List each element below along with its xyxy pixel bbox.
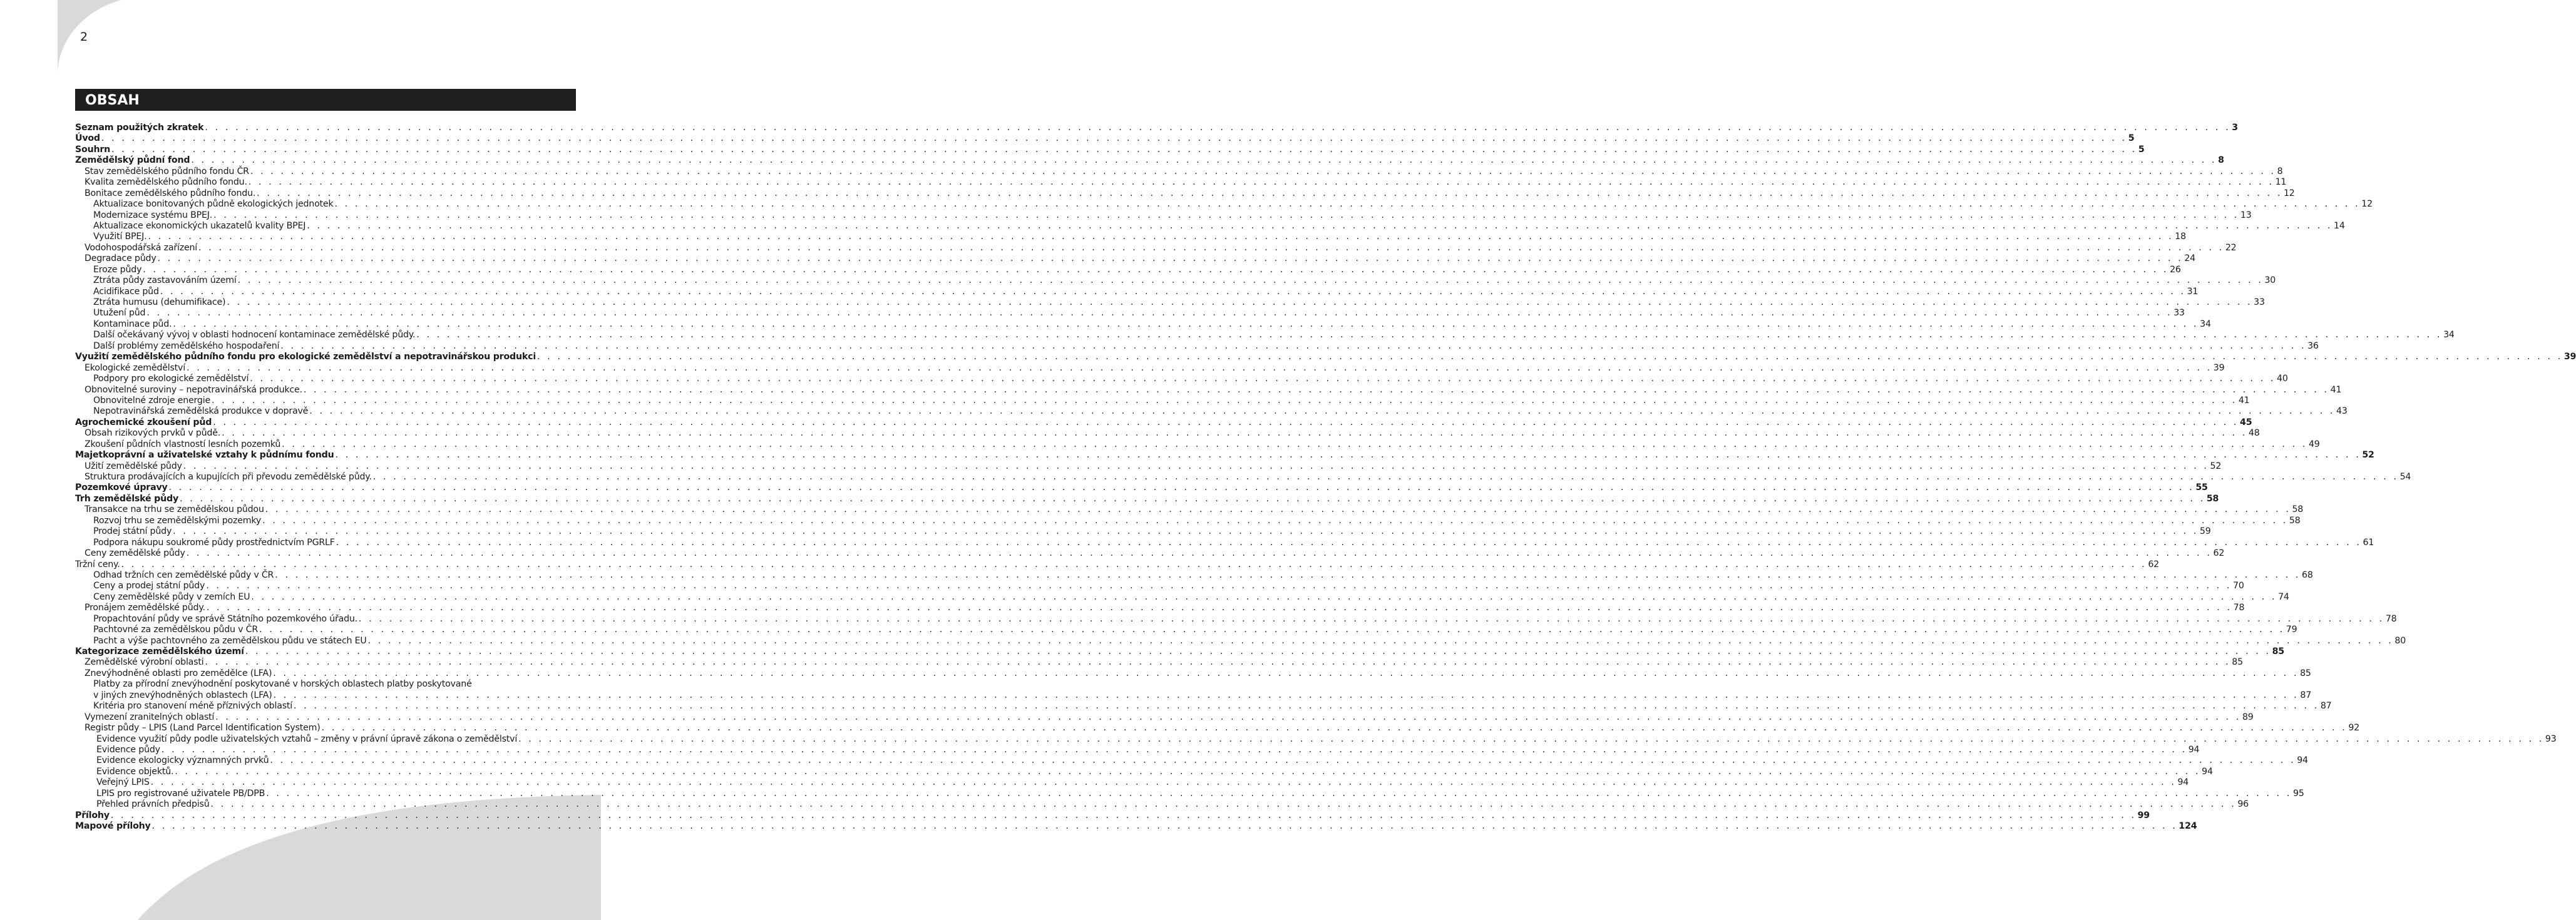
toc-entry-page-number: 34: [2200, 319, 2211, 329]
dot-leader: . . . . . . . . . . . . . . . . . . . . . . . . . . . . . . . . . . . . . . . . . . . . . . . . . . . . . . . . . . . . . . . . . . . . . . . . . . . . . . . . . . . . . . . . . . . . . . . . . . . . . . . . . . . . . . . . . . . . . . . . . . . . . . . . . . . . . . . . . . . . . . . . . . . . . . . . . . . . . . . . . . . . . . . . . . . . . . . . . . . . . . . . . . . . . . . . . . . . . . . .: [191, 155, 2217, 166]
toc-entry[interactable]: [75, 570, 2313, 581]
dot-leader: . . . . . . . . . . . . . . . . . . . . . . . . . . . . . . . . . . . . . . . . . . . . . . . . . . . . . . . . . . . . . . . . . . . . . . . . . . . . . . . . . . . . . . . . . . . . . . . . . . . . . . . . . . . . . . . . . . . . . . . . . . . . . . . . . . . . . . . . . . . . . . . . . . . . . . . . . . . . . . . . . . . . . . . . . . . . . . . . . . . . . . . . . . . . . . . . . . . . . . . .: [111, 144, 2137, 155]
toc-entry-page-number: 43: [2336, 406, 2348, 417]
toc-entry[interactable]: [75, 744, 2200, 755]
toc-entry-page-number: 36: [2307, 340, 2319, 351]
dot-leader: . . . . . . . . . . . . . . . . . . . . . . . . . . . . . . . . . . . . . . . . . . . . . . . . . . . . . . . . . . . . . . . . . . . . . . . . . . . . . . . . . . . . . . . . . . . . . . . . . . . . . . . . . . . . . . . . . . . . . . . . . . . . . . . . . . . . . . . . . . . . . . . . . . . . . . . . . . . . . . . . . . . . . . . . . . . . . . . . . . . . . . . . . . . . . . . . . . . . . . . .: [205, 123, 2231, 133]
toc-entry-page-number: 54: [2399, 472, 2411, 482]
toc-entry-page-number: 85: [2272, 647, 2284, 657]
toc-entry[interactable]: [75, 799, 2249, 810]
dot-leader: . . . . . . . . . . . . . . . . . . . . . . . . . . . . . . . . . . . . . . . . . . . . . . . . . . . . . . . . . . . . . . . . . . . . . . . . . . . . . . . . . . . . . . . . . . . . . . . . . . . . . . . . . . . . . . . . . . . . . . . . . . . . . . . . . . . . . . . . . . . . . . . . . . . . . . . . . . . . . . . . . . . . . . . . . . . . . . . . . . . . . . . . . . . . . . . . . . . . . . . .: [309, 406, 2336, 417]
toc-entry-page-number: 31: [2187, 286, 2199, 297]
toc-entry[interactable]: [75, 461, 2222, 472]
toc-entry-label: Evidence objektů.: [96, 766, 174, 777]
toc-entry-label: Kvalita zemědělského půdního fondu.: [85, 177, 247, 188]
dot-leader: . . . . . . . . . . . . . . . . . . . . . . . . . . . . . . . . . . . . . . . . . . . . . . . . . . . . . . . . . . . . . . . . . . . . . . . . . . . . . . . . . . . . . . . . . . . . . . . . . . . . . . . . . . . . . . . . . . . . . . . . . . . . . . . . . . . . . . . . . . . . . . . . . . . . . . . . . . . . . . . . . . . . . . . . . . . . . . . . . . . . . . . . . . . . . . . . . . . . . . . .: [251, 591, 2277, 602]
toc-entry[interactable]: [75, 712, 2254, 723]
dot-leader: . . . . . . . . . . . . . . . . . . . . . . . . . . . . . . . . . . . . . . . . . . . . . . . . . . . . . . . . . . . . . . . . . . . . . . . . . . . . . . . . . . . . . . . . . . . . . . . . . . . . . . . . . . . . . . . . . . . . . . . . . . . . . . . . . . . . . . . . . . . . . . . . . . . . . . . . . . . . . . . . . . . . . . . . . . . . . . . . . . . . . . . . . . . . . . . . . . . . . . . .: [294, 701, 2319, 712]
toc-entry-label: Podpora nákupu soukromé půdy prostřednictvím PGRLF: [93, 537, 335, 548]
toc-entry[interactable]: [75, 766, 2213, 777]
dot-leader: . . . . . . . . . . . . . . . . . . . . . . . . . . . . . . . . . . . . . . . . . . . . . . . . . . . . . . . . . . . . . . . . . . . . . . . . . . . . . . . . . . . . . . . . . . . . . . . . . . . . . . . . . . . . . . . . . . . . . . . . . . . . . . . . . . . . . . . . . . . . . . . . . . . . . . . . . . . . . . . . . . . . . . . . . . . . . . . . . . . . . . . . . . . . . . . . . . . . . . . .: [266, 788, 2292, 799]
toc-entry[interactable]: [75, 133, 2135, 144]
toc-entry-page-number: 8: [2218, 155, 2224, 166]
toc-entry-label: Agrochemické zkoušení půd: [75, 417, 212, 427]
toc-entry-page-number: 5: [2138, 144, 2145, 155]
toc-entry-page-number: 26: [2170, 264, 2181, 275]
dot-leader: . . . . . . . . . . . . . . . . . . . . . . . . . . . . . . . . . . . . . . . . . . . . . . . . . . . . . . . . . . . . . . . . . . . . . . . . . . . . . . . . . . . . . . . . . . . . . . . . . . . . . . . . . . . . . . . . . . . . . . . . . . . . . . . . . . . . . . . . . . . . . . . . . . . . . . . . . . . . . . . . . . . . . . . . . . . . . . . . . . . . . . . . . . . . . . . . . . . . . . . .: [186, 548, 2212, 559]
toc-entry[interactable]: [75, 613, 2397, 625]
toc-entry-page-number: 85: [2300, 668, 2311, 678]
dot-leader: . . . . . . . . . . . . . . . . . . . . . . . . . . . . . . . . . . . . . . . . . . . . . . . . . . . . . . . . . . . . . . . . . . . . . . . . . . . . . . . . . . . . . . . . . . . . . . . . . . . . . . . . . . . . . . . . . . . . . . . . . . . . . . . . . . . . . . . . . . . . . . . . . . . . . . . . . . . . . . . . . . . . . . . . . . . . . . . . . . . . . . . . . . . . . . . . . . . . . . . .: [227, 297, 2253, 307]
toc-entry-page-number: 41: [2330, 384, 2342, 395]
toc-entry[interactable]: [75, 755, 2308, 766]
toc-entry-page-number: 58: [2292, 504, 2304, 515]
toc-entry-page-number: 14: [2334, 220, 2345, 231]
toc-entry[interactable]: [75, 647, 2284, 657]
toc-entry-label: Vodohospodářská zařízení: [85, 242, 198, 253]
toc-entry[interactable]: [75, 788, 2304, 799]
toc-entry[interactable]: [75, 374, 2288, 384]
dot-leader: . . . . . . . . . . . . . . . . . . . . . . . . . . . . . . . . . . . . . . . . . . . . . . . . . . . . . . . . . . . . . . . . . . . . . . . . . . . . . . . . . . . . . . . . . . . . . . . . . . . . . . . . . . . . . . . . . . . . . . . . . . . . . . . . . . . . . . . . . . . . . . . . . . . . . . . . . . . . . . . . . . . . . . . . . . . . . . . . . . . . . . . . . . . . . . . . . . . . . . . .: [215, 712, 2241, 722]
dot-leader: . . . . . . . . . . . . . . . . . . . . . . . . . . . . . . . . . . . . . . . . . . . . . . . . . . . . . . . . . . . . . . . . . . . . . . . . . . . . . . . . . . . . . . . . . . . . . . . . . . . . . . . . . . . . . . . . . . . . . . . . . . . . . . . . . . . . . . . . . . . . . . . . . . . . . . . . . . . . . . . . . . . . . . . . . . . . . . . . . . . . . . . . . . . . . . . . . . . . . . . .: [275, 570, 2301, 580]
toc-entry-label: Ceny zemědělské půdy v zemích EU: [93, 591, 250, 602]
toc-entry-label: Další očekávaný vývoj v oblasti hodnocení kontaminace zemědělské půdy.: [93, 330, 416, 340]
toc-entry[interactable]: [75, 308, 2185, 319]
toc-entry[interactable]: [75, 340, 2319, 352]
toc-entry-page-number: 11: [2275, 177, 2287, 188]
toc-entry[interactable]: [75, 417, 2252, 428]
dot-leader: . . . . . . . . . . . . . . . . . . . . . . . . . . . . . . . . . . . . . . . . . . . . . . . . . . . . . . . . . . . . . . . . . . . . . . . . . . . . . . . . . . . . . . . . . . . . . . . . . . . . . . . . . . . . . . . . . . . . . . . . . . . . . . . . . . . . . . . . . . . . . . . . . . . . . . . . . . . . . . . . . . . . . . . . . . . . . . . . . . . . . . . . . . . . . . . . . . . . . . . .: [273, 690, 2299, 700]
toc-entry-label: Kontaminace půd.: [93, 319, 172, 329]
toc-entry[interactable]: [75, 581, 2244, 591]
toc-entry-label: Ceny zemědělské půdy: [85, 548, 185, 559]
toc-entry-page-number: 94: [2177, 777, 2189, 788]
page-corner-leaf: [58, 0, 121, 75]
toc-entry-page-number: 87: [2320, 701, 2332, 712]
toc-entry-page-number: 30: [2264, 275, 2276, 286]
toc-entry-page-number: 93: [2545, 733, 2557, 744]
toc-entry-label: Ceny a prodej státní půdy: [93, 581, 205, 591]
toc-entry-page-number: 80: [2394, 635, 2406, 646]
toc-entry-page-number: 45: [2240, 417, 2252, 427]
toc-entry-label: LPIS pro registrované uživatele PB/DPB: [96, 788, 265, 799]
toc-entry[interactable]: [75, 723, 2360, 733]
toc-entry[interactable]: [75, 668, 2311, 679]
toc-entry-page-number: 52: [2362, 450, 2374, 461]
toc-entry-page-number: 39: [2563, 352, 2576, 362]
toc-entry-label: Další problémy zemědělského hospodaření: [93, 340, 280, 351]
toc-entry[interactable]: [75, 319, 2211, 330]
toc-entry-label: Zemědělský půdní fond: [75, 155, 190, 166]
dot-leader: . . . . . . . . . . . . . . . . . . . . . . . . . . . . . . . . . . . . . . . . . . . . . . . . . . . . . . . . . . . . . . . . . . . . . . . . . . . . . . . . . . . . . . . . . . . . . . . . . . . . . . . . . . . . . . . . . . . . . . . . . . . . . . . . . . . . . . . . . . . . . . . . . . . . . . . . . . . . . . . . . . . . . . . . . . . . . . . . . . . . . . . . . . . . . . . . . . . . . . . .: [245, 647, 2271, 657]
toc-entry[interactable]: [75, 504, 2304, 515]
toc-entry-page-number: 59: [2199, 526, 2211, 537]
dot-leader: . . . . . . . . . . . . . . . . . . . . . . . . . . . . . . . . . . . . . . . . . . . . . . . . . . . . . . . . . . . . . . . . . . . . . . . . . . . . . . . . . . . . . . . . . . . . . . . . . . . . . . . . . . . . . . . . . . . . . . . . . . . . . . . . . . . . . . . . . . . . . . . . . . . . . . . . . . . . . . . . . . . . . . . . . . . . . . . . . . . . . . . . . . . . . . . . . . . . . . . .: [205, 657, 2231, 668]
dot-leader: . . . . . . . . . . . . . . . . . . . . . . . . . . . . . . . . . . . . . . . . . . . . . . . . . . . . . . . . . . . . . . . . . . . . . . . . . . . . . . . . . . . . . . . . . . . . . . . . . . . . . . . . . . . . . . . . . . . . . . . . . . . . . . . . . . . . . . . . . . . . . . . . . . . . . . . . . . . . . . . . . . . . . . . . . . . . . . . . . . . . . . . . . . . . . . . . . . . . . . . .: [175, 766, 2201, 777]
toc-entry[interactable]: [75, 144, 2145, 155]
toc-entry-page-number: 61: [2363, 537, 2374, 548]
toc-entry[interactable]: [75, 123, 2238, 133]
toc-entry-label: Pozemkové úpravy: [75, 483, 168, 493]
page-number: 2: [80, 30, 88, 44]
toc-entry-label: Degradace půdy: [85, 253, 157, 264]
toc-entry-page-number: 33: [2254, 297, 2265, 307]
dot-leader: . . . . . . . . . . . . . . . . . . . . . . . . . . . . . . . . . . . . . . . . . . . . . . . . . . . . . . . . . . . . . . . . . . . . . . . . . . . . . . . . . . . . . . . . . . . . . . . . . . . . . . . . . . . . . . . . . . . . . . . . . . . . . . . . . . . . . . . . . . . . . . . . . . . . . . . . . . . . . . . . . . . . . . . . . . . . . . . . . . . . . . . . . . . . . . . . . . . . . . . .: [148, 232, 2174, 242]
toc-entry-page-number: 5: [2128, 133, 2135, 144]
toc-entry[interactable]: [75, 242, 2237, 253]
toc-entry[interactable]: [75, 733, 2557, 745]
toc-entry[interactable]: [75, 275, 2276, 286]
toc-entry-page-number: 124: [2178, 821, 2197, 832]
toc-entry-label: Souhrn: [75, 144, 111, 155]
toc-entry-page-number: 94: [2202, 766, 2213, 777]
toc-entry-label: Evidence využití půdy podle uživatelských vztahů – změny v právní úpravě zákona o zemědělství: [96, 733, 518, 744]
toc-entry[interactable]: [75, 264, 2181, 275]
dot-leader: . . . . . . . . . . . . . . . . . . . . . . . . . . . . . . . . . . . . . . . . . . . . . . . . . . . . . . . . . . . . . . . . . . . . . . . . . . . . . . . . . . . . . . . . . . . . . . . . . . . . . . . . . . . . . . . . . . . . . . . . . . . . . . . . . . . . . . . . . . . . . . . . . . . . . . . . . . . . . . . . . . . . . . . . . . . . . . . . . . . . . . . . . . . . . . . . . . . . . . . .: [101, 133, 2127, 144]
toc-entry-page-number: 99: [2137, 810, 2150, 820]
toc-entry-page-number: 58: [2289, 515, 2301, 526]
toc-entry-label: Nepotravinářská zemědělská produkce v dopravě: [93, 406, 309, 417]
toc-entry-label: Zemědělské výrobní oblasti: [85, 657, 204, 668]
toc-entry[interactable]: [75, 166, 2283, 177]
toc-entry-label: Úvod: [75, 133, 100, 144]
toc-entry-page-number: 78: [2233, 603, 2245, 613]
toc-entry-page-number: 89: [2242, 712, 2254, 722]
dot-leader: . . . . . . . . . . . . . . . . . . . . . . . . . . . . . . . . . . . . . . . . . . . . . . . . . . . . . . . . . . . . . . . . . . . . . . . . . . . . . . . . . . . . . . . . . . . . . . . . . . . . . . . . . . . . . . . . . . . . . . . . . . . . . . . . . . . . . . . . . . . . . . . . . . . . . . . . . . . . . . . . . . . . . . . . . . . . . . . . . . . . . . . . . . . . . . . . . . . . . . . .: [250, 374, 2276, 384]
toc-entry-page-number: 94: [2188, 744, 2200, 755]
toc-entry-label: Přehled právních předpisů: [96, 799, 210, 810]
toc-entry[interactable]: [75, 210, 2252, 221]
toc-entry-label: Ztráta humusu (dehumifikace): [93, 297, 226, 307]
toc-entry[interactable]: [75, 493, 2219, 504]
toc-entry[interactable]: [75, 537, 2374, 548]
toc-entry[interactable]: [75, 603, 2245, 613]
dot-leader: . . . . . . . . . . . . . . . . . . . . . . . . . . . . . . . . . . . . . . . . . . . . . . . . . . . . . . . . . . . . . . . . . . . . . . . . . . . . . . . . . . . . . . . . . . . . . . . . . . . . . . . . . . . . . . . . . . . . . . . . . . . . . . . . . . . . . . . . . . . . . . . . . . . . . . . . . . . . . . . . . . . . . . . . . . . . . . . . . . . . . . . . . . . . . . . . . . . . . . . .: [198, 242, 2224, 253]
toc-entry[interactable]: [75, 483, 2208, 493]
dot-leader: . . . . . . . . . . . . . . . . . . . . . . . . . . . . . . . . . . . . . . . . . . . . . . . . . . . . . . . . . . . . . . . . . . . . . . . . . . . . . . . . . . . . . . . . . . . . . . . . . . . . . . . . . . . . . . . . . . . . . . . . . . . . . . . . . . . . . . . . . . . . . . . . . . . . . . . . . . . . . . . . . . . . . . . . . . . . . . . . . . . . . . . . . . . . . . . . . . . . . . . .: [416, 330, 2443, 340]
toc-entry-label: Obnovitelné suroviny – nepotravinářská produkce.: [85, 384, 302, 395]
toc-entry[interactable]: [75, 232, 2186, 242]
toc-entry[interactable]: [75, 657, 2243, 668]
toc-entry-label: Obsah rizikových prvků v půdě.: [85, 428, 221, 439]
toc-entry-page-number: 18: [2175, 232, 2186, 242]
toc-entry[interactable]: [75, 625, 2297, 635]
dot-leader: . . . . . . . . . . . . . . . . . . . . . . . . . . . . . . . . . . . . . . . . . . . . . . . . . . . . . . . . . . . . . . . . . . . . . . . . . . . . . . . . . . . . . . . . . . . . . . . . . . . . . . . . . . . . . . . . . . . . . . . . . . . . . . . . . . . . . . . . . . . . . . . . . . . . . . . . . . . . . . . . . . . . . . . . . . . . . . . . . . . . . . . . . . . . . . . . . . . . . . . .: [248, 177, 2274, 188]
toc-entry-label: Seznam použitých zkratek: [75, 123, 204, 133]
toc-entry[interactable]: [75, 177, 2287, 188]
toc-entry-page-number: 48: [2248, 428, 2260, 439]
dot-leader: . . . . . . . . . . . . . . . . . . . . . . . . . . . . . . . . . . . . . . . . . . . . . . . . . . . . . . . . . . . . . . . . . . . . . . . . . . . . . . . . . . . . . . . . . . . . . . . . . . . . . . . . . . . . . . . . . . . . . . . . . . . . . . . . . . . . . . . . . . . . . . . . . . . . . . . . . . . . . . . . . . . . . . . . . . . . . . . . . . . . . . . . . . . . . . . . . . . . . . . .: [372, 472, 2399, 482]
toc-entry-label: Tržní ceny.: [75, 559, 120, 570]
toc-entry-label: Kritéria pro stanovení méně příznivých oblastí: [93, 701, 293, 712]
dot-leader: . . . . . . . . . . . . . . . . . . . . . . . . . . . . . . . . . . . . . . . . . . . . . . . . . . . . . . . . . . . . . . . . . . . . . . . . . . . . . . . . . . . . . . . . . . . . . . . . . . . . . . . . . . . . . . . . . . . . . . . . . . . . . . . . . . . . . . . . . . . . . . . . . . . . . . . . . . . . . . . . . . . . . . . . . . . . . . . . . . . . . . . . . . . . . . . . . . . . . . . .: [186, 362, 2212, 373]
toc-entry-page-number: 70: [2233, 581, 2244, 591]
toc-entry-page-number: 39: [2213, 362, 2225, 373]
dot-leader: . . . . . . . . . . . . . . . . . . . . . . . . . . . . . . . . . . . . . . . . . . . . . . . . . . . . . . . . . . . . . . . . . . . . . . . . . . . . . . . . . . . . . . . . . . . . . . . . . . . . . . . . . . . . . . . . . . . . . . . . . . . . . . . . . . . . . . . . . . . . . . . . . . . . . . . . . . . . . . . . . . . . . . . . . . . . . . . . . . . . . . . . . . . . . . . . . . . . . . . .: [259, 625, 2285, 635]
toc-entry[interactable]: [75, 559, 2159, 570]
dot-leader: . . . . . . . . . . . . . . . . . . . . . . . . . . . . . . . . . . . . . . . . . . . . . . . . . . . . . . . . . . . . . . . . . . . . . . . . . . . . . . . . . . . . . . . . . . . . . . . . . . . . . . . . . . . . . . . . . . . . . . . . . . . . . . . . . . . . . . . . . . . . . . . . . . . . . . . . . . . . . . . . . . . . . . . . . . . . . . . . . . . . . . . . . . . . . . . . . . . . . . . .: [173, 526, 2199, 537]
toc-entry-label: Trh zemědělské půdy: [75, 493, 179, 504]
toc-entry-page-number: 78: [2385, 613, 2397, 624]
toc-title: OBSAH: [85, 93, 140, 108]
toc-entry-label: Transakce na trhu se zemědělskou půdou: [85, 504, 264, 515]
dot-leader: . . . . . . . . . . . . . . . . . . . . . . . . . . . . . . . . . . . . . . . . . . . . . . . . . . . . . . . . . . . . . . . . . . . . . . . . . . . . . . . . . . . . . . . . . . . . . . . . . . . . . . . . . . . . . . . . . . . . . . . . . . . . . . . . . . . . . . . . . . . . . . . . . . . . . . . . . . . . . . . . . . . . . . . . . . . . . . . . . . . . . . . . . . . . . . . . . . . . . . . .: [250, 166, 2276, 176]
dot-leader: . . . . . . . . . . . . . . . . . . . . . . . . . . . . . . . . . . . . . . . . . . . . . . . . . . . . . . . . . . . . . . . . . . . . . . . . . . . . . . . . . . . . . . . . . . . . . . . . . . . . . . . . . . . . . . . . . . . . . . . . . . . . . . . . . . . . . . . . . . . . . . . . . . . . . . . . . . . . . . . . . . . . . . . . . . . . . . . . . . . . . . . . . . . . . . . . . . . . . . . .: [157, 253, 2183, 264]
dot-leader: . . . . . . . . . . . . . . . . . . . . . . . . . . . . . . . . . . . . . . . . . . . . . . . . . . . . . . . . . . . . . . . . . . . . . . . . . . . . . . . . . . . . . . . . . . . . . . . . . . . . . . . . . . . . . . . . . . . . . . . . . . . . . . . . . . . . . . . . . . . . . . . . . . . . . . . . . . . . . . . . . . . . . . . . . . . . . . . . . . . . . . . . . . . . . . . . . . . . . . . .: [206, 603, 2232, 613]
dot-leader: . . . . . . . . . . . . . . . . . . . . . . . . . . . . . . . . . . . . . . . . . . . . . . . . . . . . . . . . . . . . . . . . . . . . . . . . . . . . . . . . . . . . . . . . . . . . . . . . . . . . . . . . . . . . . . . . . . . . . . . . . . . . . . . . . . . . . . . . . . . . . . . . . . . . . . . . . . . . . . . . . . . . . . . . . . . . . . . . . . . . . . . . . . . . . . . . . . . . . . . .: [273, 668, 2299, 678]
toc-entry-label: Propachtování půdy ve správě Státního pozemkového úřadu.: [93, 613, 358, 624]
toc-entry[interactable]: [75, 253, 2195, 264]
toc-entry[interactable]: [75, 821, 2197, 832]
toc-entry-page-number: 3: [2232, 123, 2238, 133]
toc-entry[interactable]: [75, 526, 2211, 537]
toc-entry[interactable]: [75, 220, 2345, 232]
toc-entry-label: Kategorizace zemědělského území: [75, 647, 244, 657]
dot-leader: . . . . . . . . . . . . . . . . . . . . . . . . . . . . . . . . . . . . . . . . . . . . . . . . . . . . . . . . . . . . . . . . . . . . . . . . . . . . . . . . . . . . . . . . . . . . . . . . . . . . . . . . . . . . . . . . . . . . . . . . . . . . . . . . . . . . . . . . . . . . . . . . . . . . . . . . . . . . . . . . . . . . . . . . . . . . . . . . . . . . . . . . . . . . . . . . . . . . . . . .: [213, 417, 2239, 427]
dot-leader: . . . . . . . . . . . . . . . . . . . . . . . . . . . . . . . . . . . . . . . . . . . . . . . . . . . . . . . . . . . . . . . . . . . . . . . . . . . . . . . . . . . . . . . . . . . . . . . . . . . . . . . . . . . . . . . . . . . . . . . . . . . . . . . . . . . . . . . . . . . . . . . . . . . . . . . . . . . . . . . . . . . . . . . . . . . . . . . . . . . . . . . . . . . . . . . . . . . . . . . .: [212, 395, 2237, 406]
toc-entry[interactable]: [75, 362, 2225, 374]
toc-entry[interactable]: [75, 472, 2411, 483]
dot-leader: . . . . . . . . . . . . . . . . . . . . . . . . . . . . . . . . . . . . . . . . . . . . . . . . . . . . . . . . . . . . . . . . . . . . . . . . . . . . . . . . . . . . . . . . . . . . . . . . . . . . . . . . . . . . . . . . . . . . . . . . . . . . . . . . . . . . . . . . . . . . . . . . . . . . . . . . . . . . . . . . . . . . . . . . . . . . . . . . . . . . . . . . . . . . . . . . . . . . . . . .: [336, 537, 2362, 548]
table-of-contents: [75, 123, 2576, 832]
toc-entry-page-number: 49: [2308, 439, 2320, 449]
toc-entry-label: Stav zemědělského půdního fondu ČR: [85, 166, 249, 176]
toc-entry-page-number: 94: [2297, 755, 2308, 766]
toc-entry-page-number: 85: [2232, 657, 2243, 668]
toc-entry[interactable]: [75, 701, 2332, 712]
toc-entry-label: Zkoušení půdních vlastností lesních pozemků: [85, 439, 281, 449]
toc-entry[interactable]: [75, 591, 2289, 603]
toc-entry[interactable]: [75, 330, 2455, 340]
dot-leader: . . . . . . . . . . . . . . . . . . . . . . . . . . . . . . . . . . . . . . . . . . . . . . . . . . . . . . . . . . . . . . . . . . . . . . . . . . . . . . . . . . . . . . . . . . . . . . . . . . . . . . . . . . . . . . . . . . . . . . . . . . . . . . . . . . . . . . . . . . . . . . . . . . . . . . . . . . . . . . . . . . . . . . . . . . . . . . . . . . . . . . . . . . . . . . . . . . . . . . . .: [110, 810, 2137, 820]
toc-entry-page-number: 68: [2302, 570, 2313, 580]
toc-entry-page-number: 8: [2277, 166, 2283, 176]
toc-entry[interactable]: [75, 286, 2199, 297]
toc-entry-label: Struktura prodávajících a kupujících při převodu zemědělské půdy.: [85, 472, 372, 482]
toc-entry-label: Pronájem zemědělské půdy.: [85, 603, 205, 613]
dot-leader: . . . . . . . . . . . . . . . . . . . . . . . . . . . . . . . . . . . . . . . . . . . . . . . . . . . . . . . . . . . . . . . . . . . . . . . . . . . . . . . . . . . . . . . . . . . . . . . . . . . . . . . . . . . . . . . . . . . . . . . . . . . . . . . . . . . . . . . . . . . . . . . . . . . . . . . . . . . . . . . . . . . . . . . . . . . . . . . . . . . . . . . . . . . . . . . . . . . . . . . .: [307, 220, 2333, 231]
toc-entry-page-number: 34: [2443, 330, 2455, 340]
toc-entry-label: Obnovitelné zdroje energie: [93, 395, 210, 406]
toc-entry-page-number: 55: [2195, 483, 2208, 493]
toc-entry-label: Vymezení zranitelných oblastí: [85, 712, 215, 722]
toc-entry[interactable]: [75, 352, 2576, 362]
dot-leader: . . . . . . . . . . . . . . . . . . . . . . . . . . . . . . . . . . . . . . . . . . . . . . . . . . . . . . . . . . . . . . . . . . . . . . . . . . . . . . . . . . . . . . . . . . . . . . . . . . . . . . . . . . . . . . . . . . . . . . . . . . . . . . . . . . . . . . . . . . . . . . . . . . . . . . . . . . . . . . . . . . . . . . . . . . . . . . . . . . . . . . . . . . . . . . . . . . . . . . . .: [282, 439, 2307, 449]
dot-leader: . . . . . . . . . . . . . . . . . . . . . . . . . . . . . . . . . . . . . . . . . . . . . . . . . . . . . . . . . . . . . . . . . . . . . . . . . . . . . . . . . . . . . . . . . . . . . . . . . . . . . . . . . . . . . . . . . . . . . . . . . . . . . . . . . . . . . . . . . . . . . . . . . . . . . . . . . . . . . . . . . . . . . . . . . . . . . . . . . . . . . . . . . . . . . . . . . . . . . . . .: [180, 493, 2205, 504]
dot-leader: . . . . . . . . . . . . . . . . . . . . . . . . . . . . . . . . . . . . . . . . . . . . . . . . . . . . . . . . . . . . . . . . . . . . . . . . . . . . . . . . . . . . . . . . . . . . . . . . . . . . . . . . . . . . . . . . . . . . . . . . . . . . . . . . . . . . . . . . . . . . . . . . . . . . . . . . . . . . . . . . . . . . . . . . . . . . . . . . . . . . . . . . . . . . . . . . . . . . . . . .: [270, 755, 2296, 766]
toc-entry-label: Modernizace systému BPEJ.: [93, 210, 213, 220]
dot-leader: . . . . . . . . . . . . . . . . . . . . . . . . . . . . . . . . . . . . . . . . . . . . . . . . . . . . . . . . . . . . . . . . . . . . . . . . . . . . . . . . . . . . . . . . . . . . . . . . . . . . . . . . . . . . . . . . . . . . . . . . . . . . . . . . . . . . . . . . . . . . . . . . . . . . . . . . . . . . . . . . . . . . . . . . . . . . . . . . . . . . . . . . . . . . . . . . . . . . . . . .: [210, 799, 2237, 810]
toc-entry-page-number: 92: [2348, 723, 2360, 733]
toc-entry[interactable]: [75, 635, 2406, 647]
toc-entry-label: Ztráta půdy zastavováním území: [93, 275, 237, 286]
toc-entry-page-number: 87: [2300, 690, 2312, 700]
toc-entry-label: Majetkoprávní a uživatelské vztahy k půdnímu fondu: [75, 450, 334, 461]
toc-entry-page-number: 12: [2361, 199, 2373, 210]
dot-leader: . . . . . . . . . . . . . . . . . . . . . . . . . . . . . . . . . . . . . . . . . . . . . . . . . . . . . . . . . . . . . . . . . . . . . . . . . . . . . . . . . . . . . . . . . . . . . . . . . . . . . . . . . . . . . . . . . . . . . . . . . . . . . . . . . . . . . . . . . . . . . . . . . . . . . . . . . . . . . . . . . . . . . . . . . . . . . . . . . . . . . . . . . . . . . . . . . . . . . . . .: [168, 483, 2195, 493]
toc-entry-label: Evidence ekologicky významných prvků: [96, 755, 269, 766]
dot-leader: . . . . . . . . . . . . . . . . . . . . . . . . . . . . . . . . . . . . . . . . . . . . . . . . . . . . . . . . . . . . . . . . . . . . . . . . . . . . . . . . . . . . . . . . . . . . . . . . . . . . . . . . . . . . . . . . . . . . . . . . . . . . . . . . . . . . . . . . . . . . . . . . . . . . . . . . . . . . . . . . . . . . . . . . . . . . . . . . . . . . . . . . . . . . . . . . . . . . . . . .: [213, 210, 2239, 220]
toc-entry-label: Odhad tržních cen zemědělské půdy v ČR: [93, 570, 274, 580]
dot-leader: . . . . . . . . . . . . . . . . . . . . . . . . . . . . . . . . . . . . . . . . . . . . . . . . . . . . . . . . . . . . . . . . . . . . . . . . . . . . . . . . . . . . . . . . . . . . . . . . . . . . . . . . . . . . . . . . . . . . . . . . . . . . . . . . . . . . . . . . . . . . . . . . . . . . . . . . . . . . . . . . . . . . . . . . . . . . . . . . . . . . . . . . . . . . . . . . . . . . . . . .: [160, 286, 2186, 297]
dot-leader: . . . . . . . . . . . . . . . . . . . . . . . . . . . . . . . . . . . . . . . . . . . . . . . . . . . . . . . . . . . . . . . . . . . . . . . . . . . . . . . . . . . . . . . . . . . . . . . . . . . . . . . . . . . . . . . . . . . . . . . . . . . . . . . . . . . . . . . . . . . . . . . . . . . . . . . . . . . . . . . . . . . . . . . . . . . . . . . . . . . . . . . . . . . . . . . . . . . . . . . .: [237, 275, 2264, 286]
toc-entry-label: Aktualizace bonitovaných půdně ekologických jednotek: [93, 199, 334, 210]
dot-leader: . . . . . . . . . . . . . . . . . . . . . . . . . . . . . . . . . . . . . . . . . . . . . . . . . . . . . . . . . . . . . . . . . . . . . . . . . . . . . . . . . . . . . . . . . . . . . . . . . . . . . . . . . . . . . . . . . . . . . . . . . . . . . . . . . . . . . . . . . . . . . . . . . . . . . . . . . . . . . . . . . . . . . . . . . . . . . . . . . . . . . . . . . . . . . . . . . . . . . . . .: [303, 384, 2329, 395]
dot-leader: . . . . . . . . . . . . . . . . . . . . . . . . . . . . . . . . . . . . . . . . . . . . . . . . . . . . . . . . . . . . . . . . . . . . . . . . . . . . . . . . . . . . . . . . . . . . . . . . . . . . . . . . . . . . . . . . . . . . . . . . . . . . . . . . . . . . . . . . . . . . . . . . . . . . . . . . . . . . . . . . . . . . . . . . . . . . . . . . . . . . . . . . . . . . . . . . . . . . . . . .: [265, 504, 2291, 515]
toc-entry-page-number: 58: [2206, 493, 2219, 504]
toc-entry-label: Pacht a výše pachtovného za zemědělskou půdu ve státech EU: [93, 635, 367, 646]
toc-entry-label: Acidifikace půd: [93, 286, 159, 297]
dot-leader: . . . . . . . . . . . . . . . . . . . . . . . . . . . . . . . . . . . . . . . . . . . . . . . . . . . . . . . . . . . . . . . . . . . . . . . . . . . . . . . . . . . . . . . . . . . . . . . . . . . . . . . . . . . . . . . . . . . . . . . . . . . . . . . . . . . . . . . . . . . . . . . . . . . . . . . . . . . . . . . . . . . . . . . . . . . . . . . . . . . . . . . . . . . . . . . . . . . . . . . .: [280, 340, 2307, 351]
toc-title-bar: [75, 89, 576, 111]
dot-leader: . . . . . . . . . . . . . . . . . . . . . . . . . . . . . . . . . . . . . . . . . . . . . . . . . . . . . . . . . . . . . . . . . . . . . . . . . . . . . . . . . . . . . . . . . . . . . . . . . . . . . . . . . . . . . . . . . . . . . . . . . . . . . . . . . . . . . . . . . . . . . . . . . . . . . . . . . . . . . . . . . . . . . . . . . . . . . . . . . . . . . . . . . . . . . . . . . . . . . . . .: [321, 723, 2348, 733]
toc-entry[interactable]: [75, 810, 2150, 821]
toc-entry-label: Registr půdy – LPIS (Land Parcel Identification System): [85, 723, 321, 733]
toc-entry-page-number: 12: [2283, 188, 2295, 198]
toc-entry[interactable]: [75, 548, 2225, 559]
toc-entry-label: Využití zemědělského půdního fondu pro ekologické zemědělství a nepotravinářskou produkci: [75, 352, 536, 362]
toc-entry-label: Veřejný LPIS: [96, 777, 150, 788]
toc-entry-label: Přílohy: [75, 810, 110, 820]
toc-entry-label: Podpory pro ekologické zemědělství: [93, 374, 249, 384]
toc-entry-label: Využití BPEJ.: [93, 232, 147, 242]
dot-leader: . . . . . . . . . . . . . . . . . . . . . . . . . . . . . . . . . . . . . . . . . . . . . . . . . . . . . . . . . . . . . . . . . . . . . . . . . . . . . . . . . . . . . . . . . . . . . . . . . . . . . . . . . . . . . . . . . . . . . . . . . . . . . . . . . . . . . . . . . . . . . . . . . . . . . . . . . . . . . . . . . . . . . . . . . . . . . . . . . . . . . . . . . . . . . . . . . . . . . . . .: [335, 450, 2361, 461]
toc-entry[interactable]: [75, 515, 2301, 526]
dot-leader: . . . . . . . . . . . . . . . . . . . . . . . . . . . . . . . . . . . . . . . . . . . . . . . . . . . . . . . . . . . . . . . . . . . . . . . . . . . . . . . . . . . . . . . . . . . . . . . . . . . . . . . . . . . . . . . . . . . . . . . . . . . . . . . . . . . . . . . . . . . . . . . . . . . . . . . . . . . . . . . . . . . . . . . . . . . . . . . . . . . . . . . . . . . . . . . . . . . . . . . .: [518, 733, 2544, 744]
toc-entry[interactable]: [75, 428, 2260, 439]
toc-entry-label: Prodej státní půdy: [93, 526, 172, 537]
toc-entry-label: Mapové přílohy: [75, 821, 151, 832]
dot-leader: . . . . . . . . . . . . . . . . . . . . . . . . . . . . . . . . . . . . . . . . . . . . . . . . . . . . . . . . . . . . . . . . . . . . . . . . . . . . . . . . . . . . . . . . . . . . . . . . . . . . . . . . . . . . . . . . . . . . . . . . . . . . . . . . . . . . . . . . . . . . . . . . . . . . . . . . . . . . . . . . . . . . . . . . . . . . . . . . . . . . . . . . . . . . . . . . . . . . . . . .: [367, 635, 2394, 646]
toc-entry[interactable]: [75, 297, 2265, 308]
toc-entry-page-number: 96: [2237, 799, 2249, 810]
toc-entry[interactable]: [75, 155, 2224, 166]
toc-entry-page-number: 13: [2240, 210, 2252, 220]
toc-entry-label: Bonitace zemědělského půdního fondu.: [85, 188, 256, 198]
toc-entry[interactable]: [75, 777, 2189, 788]
toc-entry-page-number: 52: [2210, 461, 2222, 471]
toc-entry-label: Užití zemědělské půdy: [85, 461, 182, 471]
toc-entry-page-number: 41: [2238, 395, 2250, 406]
toc-entry-label-continuation: v jiných znevýhodněných oblastech (LFA): [93, 690, 272, 700]
toc-entry[interactable]: [75, 439, 2320, 450]
toc-entry[interactable]: [75, 199, 2373, 210]
dot-leader: . . . . . . . . . . . . . . . . . . . . . . . . . . . . . . . . . . . . . . . . . . . . . . . . . . . . . . . . . . . . . . . . . . . . . . . . . . . . . . . . . . . . . . . . . . . . . . . . . . . . . . . . . . . . . . . . . . . . . . . . . . . . . . . . . . . . . . . . . . . . . . . . . . . . . . . . . . . . . . . . . . . . . . . . . . . . . . . . . . . . . . . . . . . . . . . . . . . . . . . .: [150, 777, 2177, 788]
toc-entry-label: Platby za přírodní znevýhodnění poskytované v horských oblastech platby poskytované: [93, 679, 472, 690]
dot-leader: . . . . . . . . . . . . . . . . . . . . . . . . . . . . . . . . . . . . . . . . . . . . . . . . . . . . . . . . . . . . . . . . . . . . . . . . . . . . . . . . . . . . . . . . . . . . . . . . . . . . . . . . . . . . . . . . . . . . . . . . . . . . . . . . . . . . . . . . . . . . . . . . . . . . . . . . . . . . . . . . . . . . . . . . . . . . . . . . . . . . . . . . . . . . . . . . . . . . . . . .: [183, 461, 2209, 471]
toc-entry[interactable]: [75, 679, 2312, 701]
toc-entry[interactable]: [75, 406, 2348, 417]
dot-leader: . . . . . . . . . . . . . . . . . . . . . . . . . . . . . . . . . . . . . . . . . . . . . . . . . . . . . . . . . . . . . . . . . . . . . . . . . . . . . . . . . . . . . . . . . . . . . . . . . . . . . . . . . . . . . . . . . . . . . . . . . . . . . . . . . . . . . . . . . . . . . . . . . . . . . . . . . . . . . . . . . . . . . . . . . . . . . . . . . . . . . . . . . . . . . . . . . . . . . . . .: [173, 319, 2199, 329]
toc-entry-label: Aktualizace ekonomických ukazatelů kvality BPEJ: [93, 220, 306, 231]
toc-entry-label: Ekologické zemědělství: [85, 362, 185, 373]
dot-leader: . . . . . . . . . . . . . . . . . . . . . . . . . . . . . . . . . . . . . . . . . . . . . . . . . . . . . . . . . . . . . . . . . . . . . . . . . . . . . . . . . . . . . . . . . . . . . . . . . . . . . . . . . . . . . . . . . . . . . . . . . . . . . . . . . . . . . . . . . . . . . . . . . . . . . . . . . . . . . . . . . . . . . . . . . . . . . . . . . . . . . . . . . . . . . . . . . . . . . . . .: [222, 428, 2247, 439]
dot-leader: . . . . . . . . . . . . . . . . . . . . . . . . . . . . . . . . . . . . . . . . . . . . . . . . . . . . . . . . . . . . . . . . . . . . . . . . . . . . . . . . . . . . . . . . . . . . . . . . . . . . . . . . . . . . . . . . . . . . . . . . . . . . . . . . . . . . . . . . . . . . . . . . . . . . . . . . . . . . . . . . . . . . . . . . . . . . . . . . . . . . . . . . . . . . . . . . . . . . . . . .: [121, 559, 2147, 570]
dot-leader: . . . . . . . . . . . . . . . . . . . . . . . . . . . . . . . . . . . . . . . . . . . . . . . . . . . . . . . . . . . . . . . . . . . . . . . . . . . . . . . . . . . . . . . . . . . . . . . . . . . . . . . . . . . . . . . . . . . . . . . . . . . . . . . . . . . . . . . . . . . . . . . . . . . . . . . . . . . . . . . . . . . . . . . . . . . . . . . . . . . . . . . . . . . . . . . . . . . . . . . .: [161, 744, 2187, 755]
dot-leader: . . . . . . . . . . . . . . . . . . . . . . . . . . . . . . . . . . . . . . . . . . . . . . . . . . . . . . . . . . . . . . . . . . . . . . . . . . . . . . . . . . . . . . . . . . . . . . . . . . . . . . . . . . . . . . . . . . . . . . . . . . . . . . . . . . . . . . . . . . . . . . . . . . . . . . . . . . . . . . . . . . . . . . . . . . . . . . . . . . . . . . . . . . . . . . . . . . . . . . . .: [206, 581, 2232, 591]
dot-leader: . . . . . . . . . . . . . . . . . . . . . . . . . . . . . . . . . . . . . . . . . . . . . . . . . . . . . . . . . . . . . . . . . . . . . . . . . . . . . . . . . . . . . . . . . . . . . . . . . . . . . . . . . . . . . . . . . . . . . . . . . . . . . . . . . . . . . . . . . . . . . . . . . . . . . . . . . . . . . . . . . . . . . . . . . . . . . . . . . . . . . . . . . . . . . . . . . . . . . . . .: [359, 613, 2384, 624]
dot-leader: . . . . . . . . . . . . . . . . . . . . . . . . . . . . . . . . . . . . . . . . . . . . . . . . . . . . . . . . . . . . . . . . . . . . . . . . . . . . . . . . . . . . . . . . . . . . . . . . . . . . . . . . . . . . . . . . . . . . . . . . . . . . . . . . . . . . . . . . . . . . . . . . . . . . . . . . . . . . . . . . . . . . . . . . . . . . . . . . . . . . . . . . . . . . . . . . . . . . . . . .: [146, 308, 2173, 319]
dot-leader: . . . . . . . . . . . . . . . . . . . . . . . . . . . . . . . . . . . . . . . . . . . . . . . . . . . . . . . . . . . . . . . . . . . . . . . . . . . . . . . . . . . . . . . . . . . . . . . . . . . . . . . . . . . . . . . . . . . . . . . . . . . . . . . . . . . . . . . . . . . . . . . . . . . . . . . . . . . . . . . . . . . . . . . . . . . . . . . . . . . . . . . . . . . . . . . . . . . . . . . .: [262, 515, 2288, 526]
toc-entry-page-number: 33: [2173, 308, 2185, 319]
toc-entry[interactable]: [75, 188, 2295, 199]
toc-entry-page-number: 22: [2225, 242, 2237, 253]
toc-entry-label: Rozvoj trhu se zemědělskými pozemky: [93, 515, 262, 526]
toc-entry-page-number: 62: [2148, 559, 2159, 570]
toc-entry-label: Znevýhodněné oblasti pro zemědělce (LFA): [85, 668, 272, 678]
dot-leader: . . . . . . . . . . . . . . . . . . . . . . . . . . . . . . . . . . . . . . . . . . . . . . . . . . . . . . . . . . . . . . . . . . . . . . . . . . . . . . . . . . . . . . . . . . . . . . . . . . . . . . . . . . . . . . . . . . . . . . . . . . . . . . . . . . . . . . . . . . . . . . . . . . . . . . . . . . . . . . . . . . . . . . . . . . . . . . . . . . . . . . . . . . . . . . . . . . . . . . . .: [537, 352, 2563, 362]
dot-leader: . . . . . . . . . . . . . . . . . . . . . . . . . . . . . . . . . . . . . . . . . . . . . . . . . . . . . . . . . . . . . . . . . . . . . . . . . . . . . . . . . . . . . . . . . . . . . . . . . . . . . . . . . . . . . . . . . . . . . . . . . . . . . . . . . . . . . . . . . . . . . . . . . . . . . . . . . . . . . . . . . . . . . . . . . . . . . . . . . . . . . . . . . . . . . . . . . . . . . . . .: [151, 821, 2178, 832]
toc-entry[interactable]: [75, 384, 2342, 396]
toc-entry-page-number: 74: [2278, 591, 2289, 602]
toc-entry-page-number: 62: [2213, 548, 2225, 559]
toc-entry-page-number: 24: [2184, 253, 2195, 264]
dot-leader: . . . . . . . . . . . . . . . . . . . . . . . . . . . . . . . . . . . . . . . . . . . . . . . . . . . . . . . . . . . . . . . . . . . . . . . . . . . . . . . . . . . . . . . . . . . . . . . . . . . . . . . . . . . . . . . . . . . . . . . . . . . . . . . . . . . . . . . . . . . . . . . . . . . . . . . . . . . . . . . . . . . . . . . . . . . . . . . . . . . . . . . . . . . . . . . . . . . . . . . .: [334, 199, 2361, 210]
toc-entry-label: Evidence půdy: [96, 744, 160, 755]
toc-entry-page-number: 79: [2286, 625, 2297, 635]
toc-entry[interactable]: [75, 395, 2250, 406]
dot-leader: . . . . . . . . . . . . . . . . . . . . . . . . . . . . . . . . . . . . . . . . . . . . . . . . . . . . . . . . . . . . . . . . . . . . . . . . . . . . . . . . . . . . . . . . . . . . . . . . . . . . . . . . . . . . . . . . . . . . . . . . . . . . . . . . . . . . . . . . . . . . . . . . . . . . . . . . . . . . . . . . . . . . . . . . . . . . . . . . . . . . . . . . . . . . . . . . . . . . . . . .: [143, 264, 2169, 275]
toc-entry-label: Eroze půdy: [93, 264, 142, 275]
toc-entry-label: Utužení půd: [93, 308, 146, 319]
toc-entry[interactable]: [75, 450, 2374, 461]
dot-leader: . . . . . . . . . . . . . . . . . . . . . . . . . . . . . . . . . . . . . . . . . . . . . . . . . . . . . . . . . . . . . . . . . . . . . . . . . . . . . . . . . . . . . . . . . . . . . . . . . . . . . . . . . . . . . . . . . . . . . . . . . . . . . . . . . . . . . . . . . . . . . . . . . . . . . . . . . . . . . . . . . . . . . . . . . . . . . . . . . . . . . . . . . . . . . . . . . . . . . . . .: [257, 188, 2282, 198]
toc-entry-label: Pachtovné za zemědělskou půdu v ČR: [93, 625, 258, 635]
toc-entry-page-number: 95: [2293, 788, 2304, 799]
toc-entry-page-number: 40: [2277, 374, 2288, 384]
